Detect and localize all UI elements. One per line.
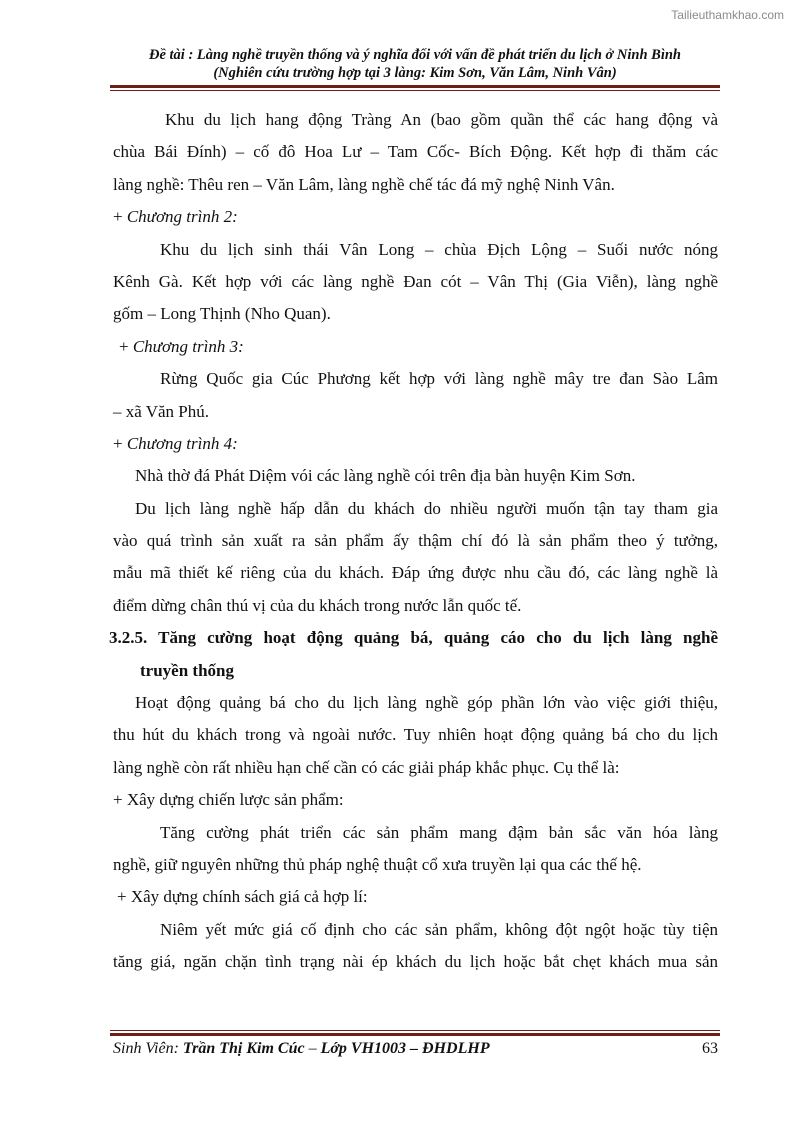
watermark: Tailieuthamkhao.com bbox=[671, 8, 784, 22]
page-footer bbox=[113, 1040, 718, 1058]
header-rule-thick bbox=[110, 85, 720, 88]
plus-marker: + bbox=[113, 207, 123, 227]
program-label: Chương trình 3: bbox=[132, 336, 244, 356]
paragraph-line: Kênh Gà. Kết hợp với các làng nghề Đan cót – Vân Thị (Gia Viễn), làng nghề bbox=[113, 271, 718, 291]
paragraph-line: Du lịch làng nghề hấp dẫn du khách do nhiều người muốn tận tay tham gia bbox=[135, 498, 718, 518]
footer-dash: – bbox=[308, 1040, 317, 1057]
student-name: Trần Thị Kim Cúc bbox=[182, 1040, 305, 1057]
paragraph-line: Khu du lịch sinh thái Vân Long – chùa Địch Lộng – Suối nước nóng bbox=[160, 239, 718, 259]
section-heading: 3.2.5. Tăng cường hoạt động quảng bá, quảng cáo cho du lịch làng nghề bbox=[109, 628, 718, 648]
paragraph-line: – xã Văn Phú. bbox=[113, 401, 210, 421]
program-heading-3 bbox=[113, 331, 718, 363]
paragraph-line: làng nghề: Thêu ren – Văn Lâm, làng nghề chế tác đá mỹ nghệ Ninh Vân. bbox=[113, 174, 615, 194]
paragraph-line: chùa Bái Đính) – cố đô Hoa Lư – Tam Cốc- Bích Động. Kết hợp đi thăm các bbox=[113, 142, 718, 162]
paragraph-line: điểm dừng chân thú vị của du khách trong nước lẫn quốc tế. bbox=[113, 595, 522, 615]
student-class: Lớp VH1003 – ĐHDLHP bbox=[320, 1040, 490, 1057]
paragraph-line: vào quá trình sản xuất ra sản phẩm ấy thậm chí đó là sản phẩm theo ý tưởng, bbox=[113, 531, 718, 551]
program-heading-2 bbox=[113, 201, 718, 233]
paragraph-line: Rừng Quốc gia Cúc Phương kết hợp với làng nghề mây tre đan Sào Lâm bbox=[160, 369, 718, 389]
plus-marker: + bbox=[119, 336, 129, 356]
paragraph-line: tăng giá, ngăn chặn tình trạng nài ép khách du lịch hoặc bắt chẹt khách mua sản bbox=[113, 952, 718, 972]
section-heading-cont: truyền thống bbox=[140, 660, 234, 680]
header-title: Đề tài : Làng nghề truyền thống và ý nghĩa đối với vấn đề phát triển du lịch ở Ninh Bình bbox=[149, 47, 681, 63]
paragraph-line: thu hút du khách trong và ngoài nước. Tuy nhiên hoạt động quảng bá cho du lịch bbox=[113, 725, 718, 745]
paragraph-line: gốm – Long Thịnh (Nho Quan). bbox=[113, 304, 331, 324]
plus-marker: + bbox=[113, 433, 123, 453]
program-heading-4 bbox=[113, 428, 718, 460]
paragraph-line: nghề, giữ nguyên những thủ pháp nghệ thuật cổ xưa truyền lại qua các thế hệ. bbox=[113, 854, 642, 874]
program-label: Chương trình 4: bbox=[126, 433, 238, 453]
paragraph-line: Khu du lịch hang động Tràng An (bao gồm quần thể các hang động và bbox=[165, 110, 718, 129]
footer-rule-thick bbox=[110, 1033, 720, 1036]
header-rule-thin bbox=[110, 90, 720, 91]
bullet-heading: + Xây dựng chiến lược sản phẩm: bbox=[113, 790, 344, 810]
paragraph-line: làng nghề còn rất nhiều hạn chế cần có các giải pháp khắc phục. Cụ thể là: bbox=[113, 757, 620, 777]
footer-prefix: Sinh Viên: bbox=[113, 1040, 179, 1057]
header-subtitle: (Nghiên cứu trường hợp tại 3 làng: Kim Sơn, Văn Lâm, Ninh Vân) bbox=[213, 65, 617, 81]
paragraph-line: Hoạt động quảng bá cho du lịch làng nghề góp phần lớn vào việc giới thiệu, bbox=[135, 693, 718, 713]
page-body bbox=[109, 104, 718, 979]
paragraph-line: mẫu mã thiết kế riêng của du khách. Đáp ứng được nhu cầu đó, các làng nghề là bbox=[113, 563, 718, 583]
paragraph-line: Tăng cường phát triển các sản phẩm mang đậm bản sắc văn hóa làng bbox=[160, 822, 718, 842]
program-label: Chương trình 2: bbox=[126, 207, 238, 227]
page-header bbox=[110, 46, 720, 82]
paragraph-line: Nhà thờ đá Phát Diệm vói các làng nghề cói trên địa bàn huyện Kim Sơn. bbox=[135, 466, 636, 486]
page-number: 63 bbox=[702, 1040, 718, 1057]
footer-rule-thin bbox=[110, 1030, 720, 1031]
bullet-heading: + Xây dựng chính sách giá cả hợp lí: bbox=[117, 887, 368, 907]
paragraph-line: Niêm yết mức giá cố định cho các sản phẩm, không đột ngột hoặc tùy tiện bbox=[160, 919, 718, 939]
